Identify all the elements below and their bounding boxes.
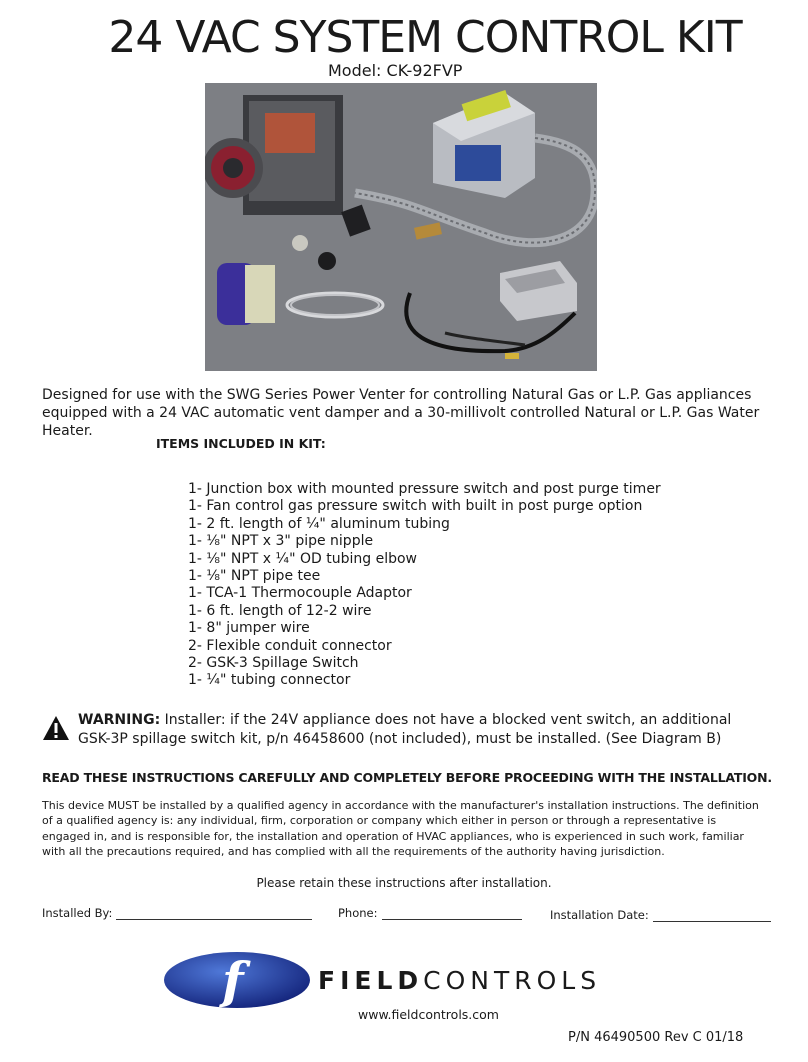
list-item: 2- Flexible conduit connector (188, 637, 392, 654)
legal-paragraph: This device MUST be installed by a qualified agency in accordance with the manufacturer's installation instructions. The definition of a qualified agency is: any individual, firm, corporation or company which either in person or through a representative is engaged in, and is responsible for, the installation and operation of HVAC appliances, who is experienced in such work, familiar with all the precautions required, and has complied with all the requirements of the authority having jurisdiction. (42, 799, 759, 859)
website-link[interactable]: www.fieldcontrols.com (358, 1007, 499, 1022)
brand-name (318, 966, 601, 995)
list-item: 1- ⅛" NPT x ¼" OD tubing elbow (188, 550, 417, 567)
logo-letter: f (222, 951, 244, 1010)
list-item: 1- Fan control gas pressure switch with built in post purge option (188, 498, 643, 515)
installed-by-line[interactable] (116, 918, 312, 920)
list-item: 1- Junction box with mounted pressure switch and post purge timer (188, 481, 661, 497)
warning-notice (78, 711, 768, 749)
field-controls-logo (162, 950, 312, 1014)
phone-line[interactable] (382, 918, 522, 920)
kit-items-heading: ITEMS INCLUDED IN KIT: (156, 436, 326, 451)
installation-date-line[interactable] (653, 920, 771, 922)
part-number: P/N 46490500 Rev C 01/18 (568, 1030, 744, 1045)
brand-light: CONTROLS (423, 966, 602, 995)
kit-components-illustration (205, 83, 597, 371)
list-item: 1- ¼" tubing connector (188, 672, 351, 689)
installation-date-label: Installation Date: (550, 908, 649, 922)
intro-paragraph: Designed for use with the SWG Series Power Venter for controlling Natural Gas or L.P. Gas appliances equipped with a 24 VAC automatic vent damper and a 30-millivolt controlled Natural or L.P. Gas Water Heater. (42, 387, 760, 439)
read-instructions-notice: READ THESE INSTRUCTIONS CAREFULLY AND COMPLETELY BEFORE PROCEEDING WITH THE INSTALLATION. (42, 770, 772, 785)
list-item: 1- TCA-1 Thermocouple Adaptor (188, 585, 412, 602)
list-item: 1- 8" jumper wire (188, 620, 310, 637)
warning-icon (42, 715, 70, 745)
model-number: Model: CK-92FVP (328, 61, 463, 80)
phone-label: Phone: (338, 906, 378, 920)
warning-text: Installer: if the 24V appliance does not have a blocked vent switch, an additional GSK-3P spillage switch kit, p/n 46458600 (not included), must be installed. (See Diagram B) (78, 712, 732, 747)
kit-items-list (188, 481, 661, 690)
list-item: 1- 2 ft. length of ¼" aluminum tubing (188, 515, 450, 532)
installation-date-field (550, 908, 771, 922)
list-item: 1- 6 ft. length of 12-2 wire (188, 602, 372, 619)
retain-notice: Please retain these instructions after installation. (256, 876, 552, 890)
installed-by-label: Installed By: (42, 906, 113, 920)
installed-by-field (42, 906, 312, 920)
list-item: 2- GSK-3 Spillage Switch (188, 655, 359, 672)
document-title: 24 VAC SYSTEM CONTROL KIT (108, 12, 742, 63)
phone-field (338, 906, 522, 920)
brand-bold: FIELD (318, 966, 424, 995)
list-item: 1- ⅛" NPT pipe tee (188, 568, 321, 585)
warning-label: WARNING: (78, 712, 161, 728)
list-item: 1- ⅛" NPT x 3" pipe nipple (188, 533, 374, 550)
product-photo (205, 83, 597, 371)
